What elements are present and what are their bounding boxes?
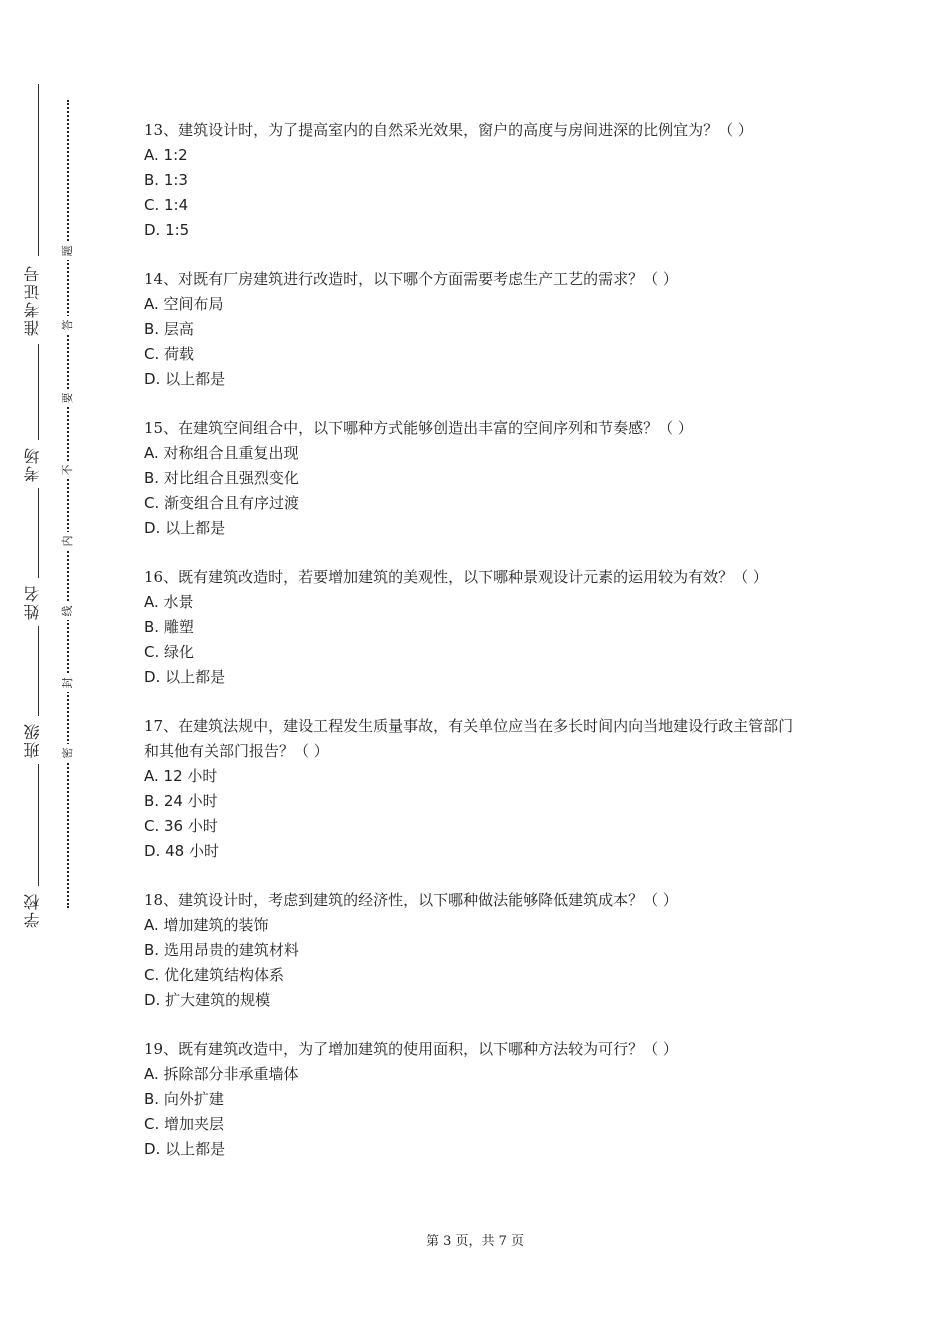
question-17 xyxy=(144,714,804,864)
option-a: A. 拆除部分非承重墙体 xyxy=(144,1065,299,1083)
option-c: C. 渐变组合且有序过渡 xyxy=(144,494,300,512)
question-13 xyxy=(144,118,804,243)
name-label: 姓名 xyxy=(23,584,42,620)
option-b: B. 选用昂贵的建筑材料 xyxy=(144,941,299,959)
question-16 xyxy=(144,565,804,690)
question-14 xyxy=(144,267,804,392)
seal-dotted-line xyxy=(67,100,69,908)
option-b: B. 对比组合且强烈变化 xyxy=(144,469,299,487)
question-text: 15、在建筑空间组合中，以下哪种方式能够创造出丰富的空间序列和节奏感？（ ） xyxy=(144,419,693,437)
option-c: C. 绿化 xyxy=(144,643,195,661)
option-b: B. 1:3 xyxy=(144,171,188,189)
question-text: 19、既有建筑改造中，为了增加建筑的使用面积，以下哪种方法较为可行？（ ） xyxy=(144,1040,678,1058)
option-a: A. 对称组合且重复出现 xyxy=(144,444,299,462)
option-d: D. 扩大建筑的规模 xyxy=(144,991,271,1009)
option-b: B. 层高 xyxy=(144,320,194,338)
option-a: A. 水景 xyxy=(144,593,194,611)
question-18 xyxy=(144,888,804,1013)
option-a: A. 12 小时 xyxy=(144,767,218,785)
option-d: D. 48 小时 xyxy=(144,842,219,860)
binding-fields xyxy=(18,40,48,930)
option-c: C. 优化建筑结构体系 xyxy=(144,966,285,984)
option-c: C. 1:4 xyxy=(144,196,189,214)
option-b: B. 向外扩建 xyxy=(144,1090,224,1108)
question-15 xyxy=(144,416,804,541)
option-b: B. 雕塑 xyxy=(144,618,194,636)
question-list xyxy=(144,118,804,1186)
exam-room-label: 考场 xyxy=(23,446,42,482)
question-text: 14、对既有厂房建筑进行改造时，以下哪个方面需要考虑生产工艺的需求？（ ） xyxy=(144,270,678,288)
option-a: A. 空间布局 xyxy=(144,295,224,313)
page-number: 第 3 页，共 7 页 xyxy=(425,1234,525,1249)
option-a: A. 1:2 xyxy=(144,146,188,164)
option-c: C. 36 小时 xyxy=(144,817,218,835)
option-d: D. 1:5 xyxy=(144,221,190,239)
option-b: B. 24 小时 xyxy=(144,792,218,810)
question-text: 13、建筑设计时，为了提高室内的自然采光效果，窗户的高度与房间进深的比例宜为？（ ） xyxy=(144,121,753,139)
seal-char: 不 xyxy=(60,461,76,479)
seal-char: 封 xyxy=(60,674,76,692)
admission-no-label: 准考证号 xyxy=(23,264,42,336)
seal-char: 题 xyxy=(60,242,76,260)
question-19 xyxy=(144,1037,804,1162)
field-line-top xyxy=(38,84,39,256)
seal-char: 密 xyxy=(60,744,76,762)
seal-char: 线 xyxy=(60,602,76,620)
exam-room-line xyxy=(38,488,39,578)
question-text: 17、在建筑法规中，建设工程发生质量事故，有关单位应当在多长时间内向当地建设行政主管部门和其他有关部门报告？（ ） xyxy=(144,717,794,760)
question-text: 16、既有建筑改造时，若要增加建筑的美观性，以下哪种景观设计元素的运用较为有效？（ ） xyxy=(144,568,768,586)
option-d: D. 以上都是 xyxy=(144,370,226,388)
seal-char: 要 xyxy=(60,389,76,407)
option-d: D. 以上都是 xyxy=(144,1140,226,1158)
class-label: 班级 xyxy=(23,722,42,758)
name-line xyxy=(38,626,39,716)
option-a: A. 增加建筑的装饰 xyxy=(144,916,269,934)
seal-char: 答 xyxy=(60,316,76,334)
admission-no-line xyxy=(38,344,39,440)
school-label: 学校 xyxy=(23,892,42,928)
option-c: C. 增加夹层 xyxy=(144,1115,225,1133)
seal-char: 内 xyxy=(60,532,76,550)
option-d: D. 以上都是 xyxy=(144,668,226,686)
question-text: 18、建筑设计时，考虑到建筑的经济性，以下哪种做法能够降低建筑成本？（ ） xyxy=(144,891,678,909)
class-line xyxy=(38,764,39,886)
option-d: D. 以上都是 xyxy=(144,519,226,537)
option-c: C. 荷载 xyxy=(144,345,195,363)
